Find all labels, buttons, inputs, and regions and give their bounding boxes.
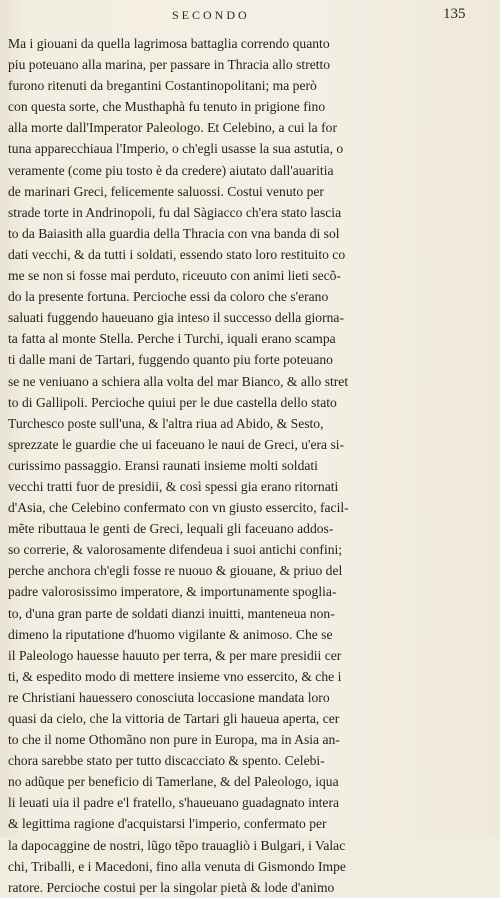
- text-line: piu poteuano alla marina, per passare in Thracia allo stretto: [8, 57, 331, 73]
- text-line: con questa sorte, che Musthaphà fu tenuto in prigione fino: [8, 99, 326, 115]
- text-line: chi, Triballi, e i Macedoni, fino alla venuta di Gismondo Impe: [8, 858, 346, 874]
- text-line: la dapocaggine de nostri, lũgo tẽpo trauagliò i Bulgari, i Valac: [8, 837, 346, 853]
- text-line: il Paleologo hauesse hauuto per terra, & per mare presidii cer: [8, 647, 342, 663]
- text-line: do la presente fortuna. Percioche essi da coloro che s'erano: [8, 289, 329, 305]
- text-line: dimeno la riputatione d'huomo vigilante & animoso. Che se: [8, 626, 333, 642]
- text-line: ratore. Percioche costui per la singolar pietà & lode d'animo: [8, 879, 335, 895]
- text-line: me se non si fosse mai perduto, riceuuto con animi lieti secõ-: [8, 268, 341, 284]
- running-head: SECONDO: [172, 8, 250, 22]
- text-line: ti dalle mani de Tartari, fuggendo quanto piu forte poteuano: [8, 352, 333, 368]
- text-line: so correrie, & valorosamente difendeua i suoi antichi confini;: [8, 542, 343, 558]
- page-number: 135: [443, 6, 466, 22]
- text-line: to, d'una gran parte de soldati dianzi inuitti, manteneua non-: [8, 605, 335, 621]
- text-line: vecchi tratti fuor de presidii, & così spessi gia erano ritornati: [8, 478, 339, 494]
- text-line: d'Asia, che Celebino confermato con vn giusto essercito, facil-: [8, 500, 349, 516]
- text-line: no adũque per beneficio di Tamerlane, & del Paleologo, iqua: [8, 774, 339, 790]
- text-line: to da Baiasith alla guardia della Thracia con vna banda di sol: [8, 225, 340, 241]
- body-text: [8, 33, 478, 898]
- text-line: dati vecchi, & da tutti i soldati, essendo stato loro restituito co: [8, 246, 346, 262]
- text-line: Ma i giouani da quella lagrimosa battaglia correndo quanto: [8, 36, 330, 51]
- text-line: chora sarebbe stato per tutto discacciato & spento. Celebi-: [8, 753, 325, 769]
- text-line: strade torte in Andrinopoli, fu dal Sàgiacco ch'era stato lascia: [8, 204, 342, 220]
- text-line: mẽte ributtaua le genti de Greci, lequali gli faceuano addos-: [8, 521, 334, 537]
- text-line: saluati fuggendo haueuano gia inteso il successo della giorna-: [8, 310, 344, 326]
- text-line: alla morte dall'Imperator Paleologo. Et Celebino, a cui la for: [8, 120, 337, 136]
- text-line: re Christiani hauessero conosciuta loccasione mandata loro: [8, 689, 330, 705]
- text-line: Turchesco poste sull'una, & l'altra riua ad Abido, & Sesto,: [8, 415, 324, 431]
- text-line: to che il nome Othomãno non pure in Europa, ma in Asia an-: [8, 732, 340, 748]
- text-line: perche anchora ch'egli fosse re nuouo & giouane, & priuo del: [8, 563, 343, 579]
- text-line: de marinari Greci, felicemente saluossi. Costui venuto per: [8, 183, 324, 199]
- text-line: padre valorosissimo imperatore, & importunamente spoglia-: [8, 584, 337, 600]
- text-line: veramente (come piu tosto è da credere) aiutato dall'auaritia: [8, 162, 334, 178]
- text-line: ti, & espedito modo di mettere insieme vno essercito, & che i: [8, 668, 342, 684]
- text-line: & legittima ragione d'acquistarsi l'imperio, confermato per: [8, 816, 327, 832]
- text-line: sprezzate le guardie che ui faceuano le naui de Greci, u'era si-: [8, 436, 345, 452]
- text-line: curissimo passaggio. Eransi raunati insieme molti soldati: [8, 457, 318, 473]
- text-line: quasi da cielo, che la vittoria de Tartari gli haueua aperta, cer: [8, 711, 340, 726]
- text-line: li leuati uia il padre e'l fratello, s'haueuano guadagnato intera: [8, 795, 340, 811]
- text-line: to di Gallipoli. Percioche quiui per le due castella dello stato: [8, 394, 337, 410]
- text-line: furono ritenuti da bregantini Costantinopolitani; ma però: [8, 78, 317, 94]
- text-line: ta fatta al monte Stella. Perche i Turchi, iquali erano scampa: [8, 331, 336, 347]
- text-line: tuna apparecchiaua l'Imperio, o ch'egli usasse la sua astutia, o: [8, 141, 344, 157]
- page-header: [0, 6, 500, 26]
- text-line: se ne veniuano a schiera alla volta del mar Bianco, & allo stret: [8, 373, 349, 389]
